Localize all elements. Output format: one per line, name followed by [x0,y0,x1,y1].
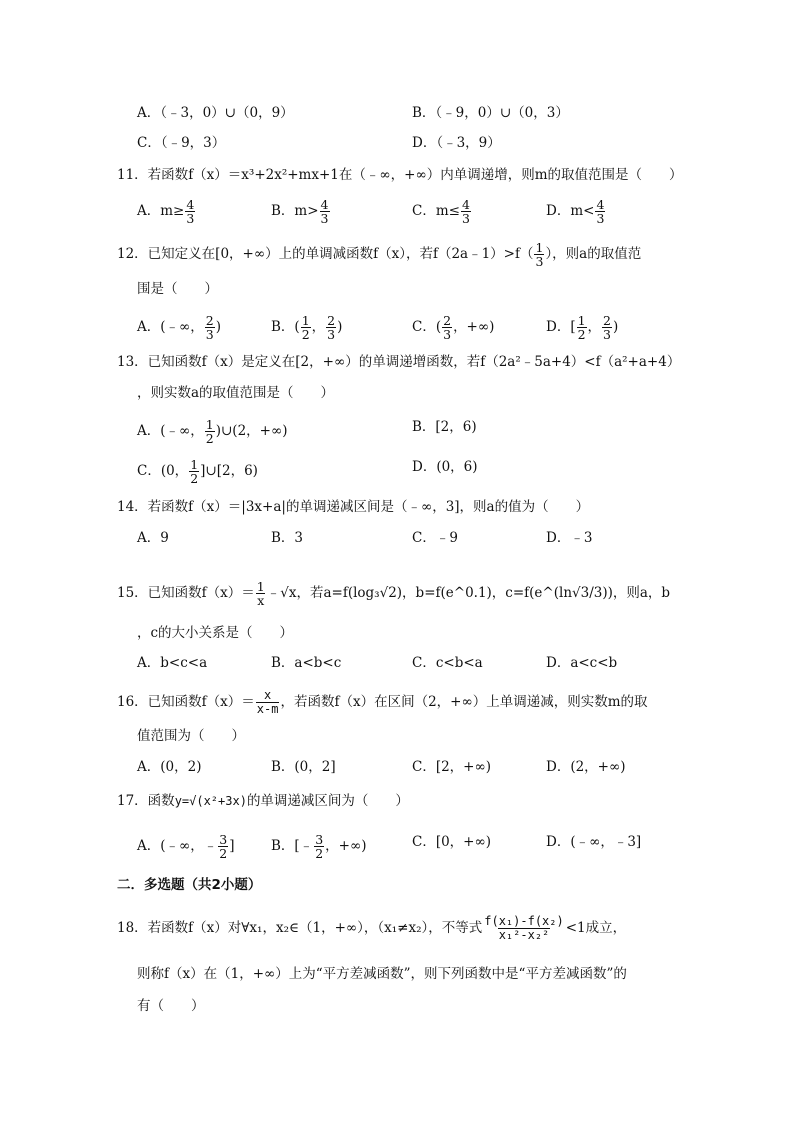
q12-option-b [271,314,342,341]
q11-c-num: 4 [461,197,470,212]
q12-option-a [137,314,221,341]
q12-b-suffix: ) [337,319,343,335]
q13-a-prefix: A．(﹣∞， [137,423,204,439]
q11-stem [117,166,683,184]
q18-stem-prefix: 18．若函数f（x）对∀x₁，x₂∈（1，+∞），（x₁≠x₂），不等式 [117,920,483,936]
q14-option-a: A．9 [137,530,169,546]
q17-a-prefix: A．(﹣∞，﹣ [137,838,218,854]
q13-option-d: D．(0，6) [412,459,478,475]
q17-option-b [271,833,366,860]
q13-stem-line2: ，则实数a的取值范围是（ ） [137,385,335,401]
q12-stem-den: 3 [535,254,544,269]
q13-option-b: B．[2，6) [412,419,477,435]
q15-stem-fraction [256,580,266,607]
q14-option-c: C．﹣9 [412,530,458,546]
q17-stem-suffix: 的单调递减区间为（ ） [246,793,409,809]
q11-d-fraction [595,198,605,225]
q12-stem-num: 1 [535,240,544,255]
q11-a-fraction [185,198,195,225]
q15-option-a: A．b<c<a [137,655,208,671]
q12-stem-fraction [534,241,544,268]
q18-stem-line2: 则称f（x）在（1，+∞）上为“平方差减函数”，则下列函数中是“平方差减函数”的 [137,966,627,982]
q13-a-suffix: )∪(2，+∞) [215,423,288,439]
q16-stem-num: x [264,688,272,702]
q12-c-den: 3 [443,327,452,342]
q10-option-a: A．（﹣3，0）∪（0，9） [137,105,294,121]
q17-a-suffix: ] [229,838,235,854]
q18-stem-num: f(x₁)-f(x₂) [484,914,564,928]
q16-option-d: D．(2，+∞) [546,759,626,775]
q16-stem-den: x-m [256,702,279,716]
q11-option-a [137,198,196,225]
q12-stem-line2: 围是（ ） [137,281,218,297]
q15-stem-prefix: 15．已知函数f（x）＝ [117,585,255,601]
q15-option-d: D．a<c<b [546,655,618,671]
q13-a-den: 2 [205,431,214,446]
q12-d-num1: 1 [577,313,586,328]
q17-b-suffix: ，+∞) [325,838,367,854]
q16-stem-line1 [117,689,648,716]
q16-option-c: C．[2，+∞) [412,759,492,775]
q12-d-fraction1 [577,314,587,341]
q11-d-num: 4 [596,197,605,212]
q12-d-num2: 2 [603,313,611,328]
q11-option-b [271,198,331,225]
q12-b-num1: 1 [301,313,310,328]
q16-option-a: A．(0，2) [137,759,202,775]
q16-stem-fraction [256,689,280,716]
q16-stem-prefix: 16．已知函数f（x）＝ [117,694,255,710]
q12-d-prefix: D．[ [546,319,576,335]
q11-option-d [546,198,606,225]
q11-a-den: 3 [186,211,195,226]
q12-d-den2: 3 [603,327,611,342]
q12-b-fraction2 [326,314,336,341]
q12-b-prefix: B．( [271,319,300,335]
q12-option-d [546,314,618,341]
q15-option-b: B．a<b<c [271,655,342,671]
q12-stem-line1 [117,241,641,268]
q13-stem-line1: 13．已知函数f（x）是定义在[2，+∞）的单调递增函数，若f（2a²﹣5a+4）<f（a²+a+4） [117,354,681,370]
q14-option-d: D．﹣3 [546,530,593,546]
q12-d-suffix: ) [613,319,619,335]
q12-c-prefix: C．( [412,319,442,335]
q11-option-c [412,198,472,225]
q12-a-fraction [205,314,215,341]
q12-b-den1: 2 [301,327,310,342]
q12-option-c [412,314,494,341]
q17-a-num: 3 [219,832,228,847]
q12-b-num2: 2 [327,313,336,328]
q12-c-suffix: ，+∞) [453,319,495,335]
q11-c-fraction [461,198,471,225]
q17-option-d: D．(﹣∞，﹣3] [546,834,642,850]
q13-c-num: 1 [190,457,199,472]
q17-b-fraction [314,833,324,860]
q17-stem [117,792,409,810]
q16-stem-suffix: ，若函数f（x）在区间（2，+∞）上单调递减，则实数m的取 [280,694,648,710]
section-heading-multiple-choice: 二．多选题（共2小题） [117,877,262,893]
q18-stem-suffix: <1成立， [565,920,627,936]
q17-stem-prefix: 17．函数 [117,793,175,809]
q10-option-b: B．（﹣9，0）∪（0，3） [412,105,569,121]
q15-stem-line1 [117,580,670,607]
q13-c-prefix: C．(0， [137,463,189,479]
q11-c-label: C．m≤ [412,203,460,219]
q11-c-den: 3 [461,211,470,226]
q11-b-fraction [320,198,330,225]
q12-a-num: 2 [205,313,214,328]
q12-b-fraction1 [301,314,311,341]
q12-c-fraction [442,314,452,341]
q16-stem-line2: 值范围为（ ） [137,728,245,744]
q13-c-fraction [189,458,199,485]
q17-b-den: 2 [315,846,324,861]
q11-stem-func: f（x）＝x³+2x²+mx+1 [188,167,339,183]
q11-b-num: 4 [320,197,329,212]
q11-a-label: A．m≥ [137,203,185,219]
q17-a-fraction [218,833,228,860]
q16-option-b: B．(0，2] [271,759,336,775]
q14-option-b: B．3 [271,530,304,546]
q12-stem-prefix: 12．已知定义在[0，+∞）上的单调减函数f（x），若f（2a﹣1）>f（ [117,246,534,262]
q13-a-num: 1 [205,417,214,432]
q11-stem-suffix: 在（﹣∞，+∞）内单调递增，则m的取值范围是（ ） [338,167,683,183]
q14-stem: 14．若函数f（x）＝|3x+a|的单调递减区间是（﹣∞，3]，则a的值为（ ） [117,499,590,515]
q17-b-num: 3 [315,832,324,847]
q11-b-den: 3 [320,211,329,226]
q13-option-a [137,418,287,445]
q11-b-label: B．m> [271,203,319,219]
q17-option-c: C．[0，+∞) [412,834,492,850]
q11-d-den: 3 [596,211,605,226]
q12-a-suffix: ) [215,319,221,335]
q12-d-mid: ， [587,319,602,335]
q17-a-den: 2 [219,846,228,861]
q13-c-den: 2 [190,471,199,486]
q17-b-prefix: B．[﹣ [271,838,314,854]
q12-a-prefix: A．(﹣∞， [137,319,204,335]
q12-b-den2: 3 [327,327,336,342]
q12-a-den: 3 [205,327,214,342]
q15-stem-den: x [257,593,265,608]
q12-stem-suffix: ），则a的取值范 [545,246,642,262]
q13-option-c [137,458,258,485]
q10-option-c: C．（﹣9，3） [137,135,226,151]
q11-a-num: 4 [186,197,195,212]
q13-a-fraction [205,418,215,445]
q12-c-num: 2 [443,313,452,328]
q15-stem-num: 1 [256,579,265,594]
q17-option-a [137,833,235,860]
q12-b-mid: ， [311,319,326,335]
q18-stem-line3: 有（ ） [137,998,205,1014]
q18-stem-line1 [117,915,626,942]
q11-stem-prefix: 11．若函数 [117,167,189,183]
q12-d-den1: 2 [577,327,586,342]
q18-stem-fraction [483,915,564,942]
q13-c-suffix: ]∪[2，6) [200,463,258,479]
q15-option-c: C．c<b<a [412,655,483,671]
q11-d-label: D．m< [546,203,595,219]
q17-stem-func: y=√(x²+3x) [174,794,247,808]
q12-d-fraction2 [602,314,612,341]
q18-stem-den: x₁²-x₂² [498,928,550,942]
q15-stem-mid: ﹣√x，若a=f(log₃√2)，b=f(e^0.1)，c=f(e^(ln√3/3))，则a，b [266,585,671,601]
q10-option-d: D．（﹣3，9） [412,135,501,151]
q15-stem-line2: ，c的大小关系是（ ） [137,625,294,641]
